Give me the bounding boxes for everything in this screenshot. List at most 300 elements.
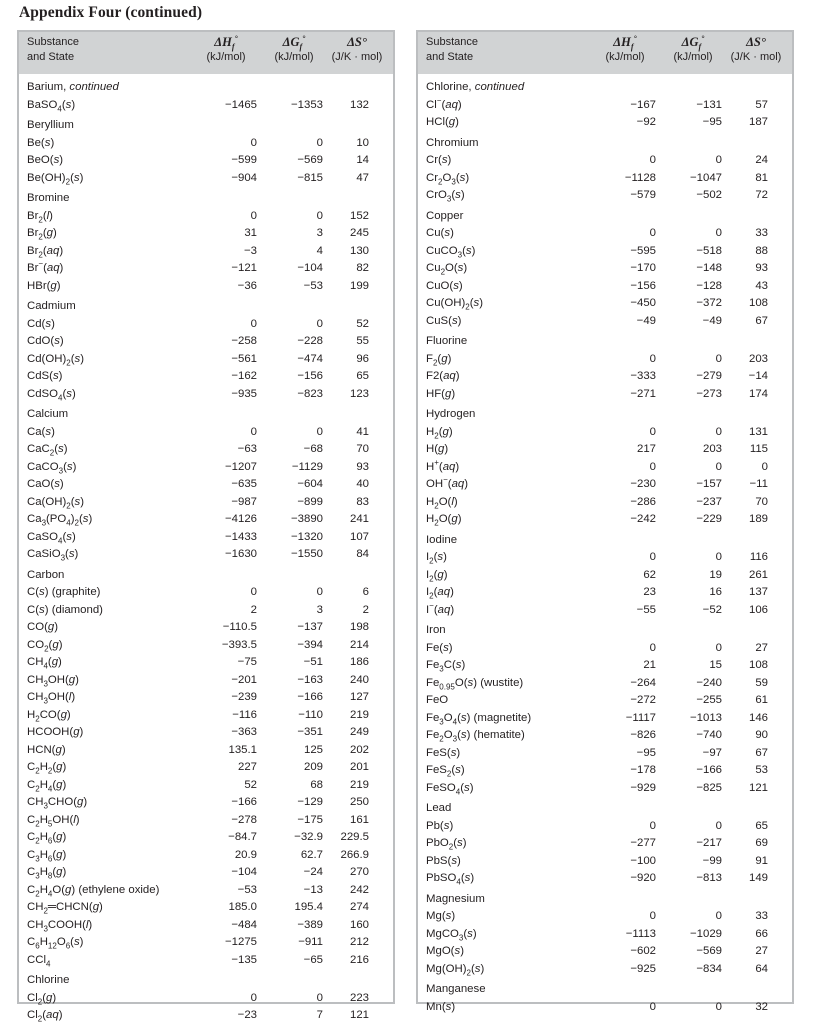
entropy-value: 249 bbox=[349, 726, 369, 738]
table-row bbox=[19, 584, 393, 602]
substance-name: PbSO$_4$(s) bbox=[426, 872, 475, 887]
enthalpy-value: 23 bbox=[643, 586, 656, 598]
entropy-value: −14 bbox=[748, 370, 768, 382]
gibbs-value: −474 bbox=[297, 352, 323, 365]
table-row bbox=[418, 114, 792, 132]
entropy-value: 116 bbox=[749, 551, 768, 563]
table-row bbox=[19, 333, 393, 351]
entropy-value: 33 bbox=[755, 227, 768, 239]
enthalpy-value: −258 bbox=[231, 335, 257, 347]
substance-name: $C_3H_8(g)$ bbox=[27, 866, 67, 881]
enthalpy-value: −393.5 bbox=[221, 638, 257, 651]
entropy-value: 132 bbox=[349, 98, 369, 111]
entropy-value: 152 bbox=[349, 209, 369, 222]
entropy-unit: (J/K · mol) bbox=[730, 51, 782, 63]
entropy-value: 198 bbox=[349, 621, 369, 633]
substance-name: HCOOH(g) bbox=[27, 726, 84, 738]
enthalpy-value: 2 bbox=[250, 603, 257, 616]
substance-name: HCN(g) bbox=[27, 743, 66, 756]
table-row bbox=[418, 853, 792, 871]
gibbs-value: −228 bbox=[297, 335, 323, 347]
gibbs-header: $\Delta G_f^\circ$ (kJ/mol) bbox=[255, 35, 333, 65]
table-row bbox=[19, 476, 393, 494]
entropy-value: 212 bbox=[349, 936, 369, 948]
substance-name: $H_2CO(g)$ bbox=[27, 708, 71, 723]
table-body-right bbox=[418, 74, 792, 1016]
gibbs-value: −175 bbox=[297, 813, 323, 826]
substance-name: $H_2O(g)$ bbox=[426, 513, 462, 528]
enthalpy-value: −271 bbox=[630, 387, 656, 400]
gibbs-value: −237 bbox=[696, 495, 722, 508]
entropy-value: 82 bbox=[356, 262, 369, 274]
table-row bbox=[19, 759, 393, 777]
table-row bbox=[19, 637, 393, 655]
substance-name: C(s) (diamond) bbox=[27, 603, 103, 616]
element-group-header bbox=[19, 190, 393, 208]
gibbs-value: 0 bbox=[316, 209, 323, 222]
entropy-value: 91 bbox=[755, 854, 768, 867]
gibbs-value: −273 bbox=[696, 387, 722, 400]
entropy-header bbox=[319, 35, 395, 65]
enthalpy-value: 52 bbox=[244, 778, 257, 791]
enthalpy-value: −110.5 bbox=[222, 621, 257, 633]
entropy-value: 41 bbox=[356, 425, 369, 438]
entropy-value: 240 bbox=[349, 673, 369, 686]
group-label: Iodine bbox=[426, 533, 458, 546]
substance-name: $I_2(aq)$ bbox=[426, 586, 454, 601]
table-row bbox=[418, 295, 792, 313]
enthalpy-value: 0 bbox=[649, 819, 656, 832]
enthalpy-unit: (kJ/mol) bbox=[605, 51, 645, 63]
table-row bbox=[418, 424, 792, 442]
table-row bbox=[418, 170, 792, 188]
entropy-value: 270 bbox=[349, 866, 369, 878]
gibbs-value: 0 bbox=[316, 317, 323, 330]
enthalpy-value: −264 bbox=[630, 676, 656, 689]
gibbs-value: 15 bbox=[709, 659, 722, 671]
gibbs-value: −166 bbox=[696, 764, 722, 776]
substance-name: $Cl_2(aq)$ bbox=[27, 1009, 63, 1024]
entropy-value: 55 bbox=[356, 335, 369, 347]
gibbs-value: −97 bbox=[702, 746, 722, 759]
gibbs-value: −65 bbox=[303, 953, 323, 966]
enthalpy-value: 0 bbox=[649, 460, 656, 473]
table-row bbox=[19, 917, 393, 935]
table-row bbox=[19, 672, 393, 690]
gibbs-value: −255 bbox=[696, 694, 722, 706]
enthalpy-value: 227 bbox=[237, 761, 257, 773]
entropy-value: 160 bbox=[349, 918, 369, 931]
substance-name: CuCO$_3$(s) bbox=[426, 244, 476, 259]
entropy-value: 123 bbox=[349, 387, 369, 400]
element-group-header bbox=[19, 567, 393, 585]
enthalpy-value: −1630 bbox=[225, 548, 257, 560]
substance-name: I−(aq) bbox=[426, 600, 455, 616]
table-row bbox=[418, 511, 792, 529]
substance-name: $Cl_2(g)$ bbox=[27, 991, 57, 1006]
gibbs-value: −740 bbox=[696, 729, 722, 741]
gibbs-value: 62.7 bbox=[300, 848, 323, 861]
gibbs-value: 4 bbox=[316, 244, 323, 257]
enthalpy-value: 0 bbox=[250, 425, 257, 438]
gibbs-value: −1047 bbox=[690, 171, 722, 184]
substance-name: $CH_3CHO(g)$ bbox=[27, 796, 88, 811]
entropy-value: 2 bbox=[362, 603, 369, 616]
entropy-value: 43 bbox=[755, 279, 768, 292]
table-row bbox=[19, 742, 393, 760]
gibbs-value: 125 bbox=[303, 743, 323, 756]
substance-name: Mg(s) bbox=[426, 910, 456, 922]
entropy-value: 274 bbox=[349, 901, 369, 913]
substance-name: $Cu(OH)_2(s)$ bbox=[426, 297, 483, 312]
group-label: Manganese bbox=[426, 983, 486, 995]
table-row bbox=[19, 990, 393, 1008]
entropy-value: 47 bbox=[356, 171, 369, 184]
group-label: Carbon bbox=[27, 568, 65, 581]
entropy-value: 261 bbox=[748, 568, 768, 581]
enthalpy-value: −3 bbox=[244, 244, 257, 257]
substance-name: $C_2H_4O(g)$ (ethylene oxide) bbox=[27, 883, 160, 898]
substance-name: $CH_3COOH(l)$ bbox=[27, 918, 93, 933]
entropy-value: 219 bbox=[349, 708, 369, 721]
table-row bbox=[19, 260, 393, 278]
entropy-value: 69 bbox=[755, 837, 768, 849]
substance-name: F2(aq) bbox=[426, 370, 460, 382]
enthalpy-value: −121 bbox=[231, 262, 257, 274]
enthalpy-value: −277 bbox=[630, 837, 656, 849]
gibbs-value: 68 bbox=[310, 778, 323, 791]
table-row bbox=[418, 187, 792, 205]
table-row bbox=[418, 441, 792, 459]
table-row bbox=[418, 943, 792, 961]
entropy-header bbox=[718, 35, 794, 65]
substance-name: $CH_3OH(l)$ bbox=[27, 691, 76, 706]
table-row bbox=[19, 97, 393, 115]
substance-name: CaSO$_4$(s) bbox=[27, 530, 76, 545]
enthalpy-value: −92 bbox=[636, 116, 656, 128]
gibbs-value: 0 bbox=[715, 227, 722, 239]
enthalpy-symbol: ΔH bbox=[613, 35, 631, 49]
table-row bbox=[19, 864, 393, 882]
enthalpy-value: −104 bbox=[231, 866, 257, 878]
gibbs-value: −502 bbox=[696, 189, 722, 201]
entropy-value: 0 bbox=[761, 460, 768, 473]
gibbs-value: −911 bbox=[298, 936, 323, 948]
enthalpy-value: 135.1 bbox=[228, 743, 257, 756]
table-row bbox=[19, 368, 393, 386]
gibbs-value: −1550 bbox=[291, 548, 323, 560]
gibbs-value: −104 bbox=[297, 262, 323, 274]
entropy-value: 131 bbox=[748, 425, 768, 438]
entropy-value: 174 bbox=[748, 387, 768, 400]
entropy-value: 161 bbox=[349, 813, 369, 826]
substance-name: $C_2H_4(g)$ bbox=[27, 778, 67, 793]
enthalpy-value: −95 bbox=[636, 746, 656, 759]
table-row bbox=[418, 567, 792, 585]
table-row bbox=[418, 584, 792, 602]
entropy-value: 53 bbox=[755, 764, 768, 776]
enthalpy-value: 0 bbox=[250, 991, 257, 1004]
enthalpy-value: 0 bbox=[250, 136, 257, 149]
enthalpy-value: −53 bbox=[237, 883, 257, 896]
enthalpy-value: −987 bbox=[231, 495, 257, 508]
enthalpy-value: −178 bbox=[630, 764, 656, 776]
substance-name: CdS(s) bbox=[27, 370, 63, 382]
enthalpy-value: 0 bbox=[649, 910, 656, 922]
entropy-value: 84 bbox=[356, 548, 369, 560]
gibbs-value: 0 bbox=[715, 819, 722, 832]
enthalpy-header: $\Delta H_f^\circ$ (kJ/mol) bbox=[586, 35, 664, 65]
table-row bbox=[19, 351, 393, 369]
gibbs-value: −825 bbox=[696, 781, 722, 794]
element-group-header bbox=[418, 981, 792, 999]
gibbs-value: −156 bbox=[297, 370, 323, 382]
table-row bbox=[19, 494, 393, 512]
table-row bbox=[19, 724, 393, 742]
enthalpy-value: −75 bbox=[237, 656, 257, 668]
gibbs-value: −229 bbox=[696, 513, 722, 525]
substance-name: CdO(s) bbox=[27, 335, 64, 347]
entropy-value: 93 bbox=[755, 262, 768, 274]
enthalpy-value: 21 bbox=[643, 659, 656, 671]
table-row bbox=[418, 780, 792, 798]
table-row bbox=[19, 619, 393, 637]
element-group-header bbox=[418, 532, 792, 550]
entropy-value: 40 bbox=[356, 478, 369, 490]
enthalpy-value: −55 bbox=[636, 603, 656, 616]
entropy-value: 27 bbox=[755, 945, 768, 957]
table-row bbox=[19, 511, 393, 529]
entropy-value: 186 bbox=[349, 656, 369, 668]
gibbs-value: −129 bbox=[297, 796, 323, 808]
enthalpy-value: −278 bbox=[231, 813, 257, 826]
substance-name: $I_2(g)$ bbox=[426, 568, 448, 583]
enthalpy-value: −929 bbox=[630, 781, 656, 794]
substance-name: Be(s) bbox=[27, 136, 55, 149]
entropy-value: 32 bbox=[755, 1000, 768, 1013]
entropy-value: 108 bbox=[748, 297, 768, 309]
gibbs-value: −95 bbox=[702, 116, 722, 128]
group-label: Magnesium bbox=[426, 892, 485, 905]
enthalpy-value: 0 bbox=[649, 227, 656, 239]
gibbs-value: −518 bbox=[696, 244, 722, 257]
gibbs-value: 0 bbox=[715, 425, 722, 438]
gibbs-value: −389 bbox=[297, 918, 323, 931]
table-header bbox=[19, 32, 393, 74]
enthalpy-value: −4126 bbox=[225, 513, 257, 525]
substance-name: $Br_2(aq)$ bbox=[27, 244, 64, 259]
table-row bbox=[19, 459, 393, 477]
table-header bbox=[418, 32, 792, 74]
group-label: Beryllium bbox=[27, 119, 74, 131]
entropy-value: 242 bbox=[349, 883, 369, 896]
enthalpy-value: 0 bbox=[250, 317, 257, 330]
substance-name: PbO$_2$(s) bbox=[426, 837, 467, 852]
group-label: Copper bbox=[426, 209, 464, 222]
substance-name: FeS(s) bbox=[426, 746, 461, 759]
entropy-value: 245 bbox=[349, 227, 369, 239]
substance-name: Cu(s) bbox=[426, 227, 454, 239]
table-row bbox=[19, 278, 393, 296]
state-label: and State bbox=[27, 51, 75, 63]
substance-name: $C_2H_5OH(l)$ bbox=[27, 813, 80, 828]
entropy-value: 81 bbox=[755, 171, 768, 184]
enthalpy-value: −116 bbox=[232, 708, 257, 721]
entropy-value: 70 bbox=[356, 443, 369, 455]
gibbs-value: −3890 bbox=[291, 513, 323, 525]
gibbs-value: 0 bbox=[715, 352, 722, 365]
table-row bbox=[418, 476, 792, 494]
substance-name: $H_2(g)$ bbox=[426, 425, 453, 440]
substance-name: Fe(s) bbox=[426, 641, 453, 654]
gibbs-value: 0 bbox=[715, 910, 722, 922]
substance-name: $F_2(g)$ bbox=[426, 352, 452, 367]
entropy-value: 214 bbox=[349, 638, 369, 651]
substance-name: MgCO$_3$(s) bbox=[426, 927, 477, 942]
entropy-value: 189 bbox=[748, 513, 768, 525]
gibbs-value: −217 bbox=[696, 837, 722, 849]
substance-name: Mn(s) bbox=[426, 1000, 456, 1013]
gibbs-value: −49 bbox=[702, 314, 722, 327]
enthalpy-value: −920 bbox=[630, 872, 656, 884]
gibbs-value: 209 bbox=[303, 761, 323, 773]
table-body-left bbox=[19, 74, 393, 1025]
gibbs-value: −157 bbox=[696, 478, 722, 490]
enthalpy-value: −602 bbox=[630, 945, 656, 957]
table-row bbox=[418, 97, 792, 115]
gibbs-value: −279 bbox=[696, 370, 722, 382]
substance-name: Br−(aq) bbox=[27, 259, 64, 274]
table-row bbox=[19, 529, 393, 547]
substance-name: $CH_3OH(g)$ bbox=[27, 673, 79, 688]
enthalpy-value: −272 bbox=[630, 694, 656, 706]
gibbs-value: −569 bbox=[297, 154, 323, 166]
entropy-symbol: ΔS° bbox=[347, 35, 367, 49]
entropy-value: 67 bbox=[755, 314, 768, 327]
entropy-value: −11 bbox=[749, 478, 768, 490]
page-title: Appendix Four (continued) bbox=[19, 4, 203, 21]
state-label: and State bbox=[426, 51, 474, 63]
substance-name: $CO_2(g)$ bbox=[27, 638, 63, 653]
enthalpy-value: −484 bbox=[231, 918, 257, 931]
entropy-value: 219 bbox=[349, 778, 369, 791]
table-row bbox=[19, 934, 393, 952]
entropy-value: 201 bbox=[349, 761, 369, 773]
substance-name: $Ca(OH)_2(s)$ bbox=[27, 495, 84, 510]
enthalpy-value: −595 bbox=[630, 244, 656, 257]
gibbs-value: −240 bbox=[696, 676, 722, 689]
substance-name: $Fe_3C(s)$ bbox=[426, 659, 466, 674]
table-row bbox=[418, 260, 792, 278]
substance-name: $C_2H_6(g)$ bbox=[27, 831, 67, 846]
group-label: Chlorine bbox=[27, 974, 70, 986]
entropy-unit: (J/K · mol) bbox=[331, 51, 383, 63]
gibbs-unit: (kJ/mol) bbox=[274, 51, 314, 63]
substance-name: $Fe_2O_3(s)$ (hematite) bbox=[426, 729, 525, 744]
table-row bbox=[19, 135, 393, 153]
entropy-symbol: ΔS° bbox=[746, 35, 766, 49]
table-row bbox=[418, 710, 792, 728]
enthalpy-value: −156 bbox=[630, 279, 656, 292]
entropy-value: 130 bbox=[349, 244, 369, 257]
enthalpy-value: −1113 bbox=[625, 927, 656, 940]
table-row bbox=[19, 707, 393, 725]
enthalpy-value: 0 bbox=[649, 1000, 656, 1013]
gibbs-value: −137 bbox=[297, 621, 323, 633]
enthalpy-value: −333 bbox=[630, 370, 656, 382]
enthalpy-value: −170 bbox=[630, 262, 656, 274]
enthalpy-value: −904 bbox=[231, 171, 257, 184]
gibbs-value: −52 bbox=[702, 603, 722, 616]
gibbs-symbol: ΔG bbox=[282, 35, 300, 49]
table-row bbox=[19, 794, 393, 812]
table-row bbox=[19, 882, 393, 900]
substance-name: CuS(s) bbox=[426, 314, 462, 327]
enthalpy-value: −1128 bbox=[624, 171, 656, 184]
gibbs-value: −604 bbox=[297, 478, 323, 490]
gibbs-value: −1129 bbox=[291, 460, 323, 473]
entropy-value: 6 bbox=[362, 586, 369, 598]
table-row bbox=[19, 829, 393, 847]
enthalpy-value: −239 bbox=[231, 691, 257, 703]
table-row bbox=[418, 818, 792, 836]
entropy-value: 14 bbox=[356, 154, 369, 166]
enthalpy-value: 0 bbox=[649, 551, 656, 563]
entropy-value: 72 bbox=[755, 189, 768, 201]
substance-name: PbS(s) bbox=[426, 854, 461, 867]
substance-name: HBr(g) bbox=[27, 279, 61, 292]
enthalpy-value: 0 bbox=[649, 641, 656, 654]
entropy-value: 24 bbox=[755, 154, 768, 166]
group-label: Barium, continued bbox=[27, 81, 119, 93]
element-group-header bbox=[418, 333, 792, 351]
element-group-header bbox=[418, 891, 792, 909]
table-row bbox=[19, 952, 393, 970]
table-row bbox=[418, 494, 792, 512]
substance-name: BeO(s) bbox=[27, 154, 64, 166]
element-group-header bbox=[418, 622, 792, 640]
substance-name: $Be(OH)_2(s)$ bbox=[27, 171, 84, 186]
entropy-value: 203 bbox=[748, 352, 768, 365]
substance-name: $Fe_3O_4(s)$ (magnetite) bbox=[426, 711, 532, 726]
table-row bbox=[418, 368, 792, 386]
enthalpy-value: −63 bbox=[237, 443, 257, 455]
entropy-value: 108 bbox=[748, 659, 768, 671]
substance-name: $Br_2(l)$ bbox=[27, 209, 53, 224]
gibbs-value: −131 bbox=[696, 98, 722, 111]
enthalpy-value: −635 bbox=[231, 478, 257, 490]
gibbs-value: −394 bbox=[297, 638, 323, 651]
entropy-value: 83 bbox=[356, 495, 369, 508]
gibbs-value: −24 bbox=[303, 866, 323, 878]
table-row bbox=[418, 459, 792, 477]
entropy-value: 61 bbox=[755, 694, 768, 706]
substance-name: CO(g) bbox=[27, 621, 59, 633]
gibbs-value: −163 bbox=[297, 673, 323, 686]
gibbs-value: 3 bbox=[316, 603, 323, 616]
substance-name: $CH_2═CHCN(g)$ bbox=[27, 901, 103, 916]
entropy-value: 121 bbox=[349, 1009, 369, 1021]
table-row bbox=[418, 313, 792, 331]
enthalpy-value: −450 bbox=[630, 297, 656, 309]
table-row bbox=[418, 835, 792, 853]
entropy-value: 64 bbox=[755, 962, 768, 975]
substance-name: CrO$_3$(s) bbox=[426, 189, 465, 204]
substance-name: CaO(s) bbox=[27, 478, 64, 490]
gibbs-value: −1320 bbox=[291, 530, 323, 543]
table-row bbox=[19, 847, 393, 865]
entropy-value: 65 bbox=[356, 370, 369, 382]
